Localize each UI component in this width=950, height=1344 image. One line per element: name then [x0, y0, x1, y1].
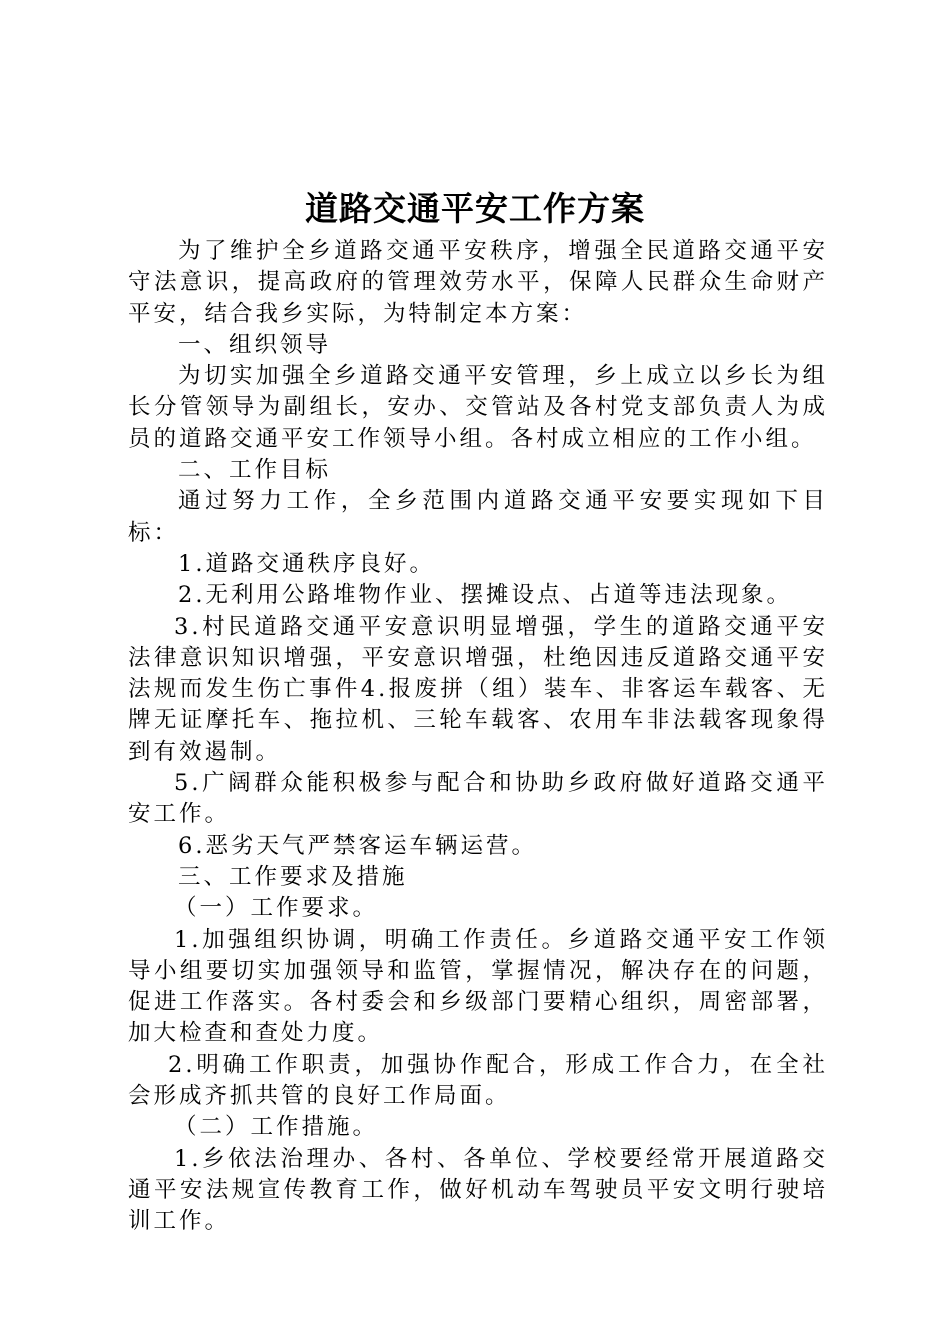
- intro-paragraph: 为了维护全乡道路交通平安秩序，增强全民道路交通平安守法意识，提高政府的管理效劳水平，保障人民群众生命财产平安，结合我乡实际，为特制定本方案：: [128, 238, 828, 327]
- goal-item-3: 3.村民道路交通平安意识明显增强，学生的道路交通平安法律意识知识增强，平安意识增强，杜绝因违反道路交通平安法规而发生伤亡事件4.报废拼（组）装车、非客运车载客、无牌无证摩托车、拖拉机、三轮车载客、农用车非法载客现象得到有效遏制。: [128, 613, 828, 765]
- document-title: 道路交通平安工作方案: [305, 189, 645, 228]
- requirement-item-2: 2.明确工作职责，加强协作配合，形成工作合力，在全社会形成齐抓共管的良好工作局面。: [128, 1051, 828, 1110]
- section-heading-requirements: 三、工作要求及措施: [178, 863, 408, 890]
- document-body: [128, 236, 828, 1238]
- goal-item-2: 2.无利用公路堆物作业、摆摊设点、占道等违法现象。: [178, 582, 792, 609]
- goal-item-6: 6.恶劣天气严禁客运车辆运营。: [178, 832, 537, 859]
- goals-intro-paragraph: 通过努力工作，全乡范围内道路交通平安要实现如下目标：: [128, 488, 828, 546]
- measure-item-1: 1.乡依法治理办、各村、各单位、学校要经常开展道路交通平安法规宣传教育工作，做好机动车驾驶员平安文明行驶培训工作。: [128, 1145, 828, 1235]
- section-heading-organization: 一、组织领导: [178, 331, 332, 358]
- organization-paragraph: 为切实加强全乡道路交通平安管理，乡上成立以乡长为组长分管领导为副组长，安办、交管站及各村党支部负责人为成员的道路交通平安工作领导小组。各村成立相应的工作小组。: [128, 363, 828, 452]
- goal-item-5: 5.广阔群众能积极参与配合和协助乡政府做好道路交通平安工作。: [128, 770, 828, 828]
- goal-item-1: 1.道路交通秩序良好。: [178, 550, 435, 577]
- section-heading-goals: 二、工作目标: [178, 457, 332, 484]
- subsection-heading-requirements: （一）工作要求。: [174, 895, 379, 922]
- requirement-item-1: 1.加强组织协调，明确工作责任。乡道路交通平安工作领导小组要切实加强领导和监管，掌握情况，解决存在的问题，促进工作落实。各村委会和乡级部门要精心组织，周密部署，加大检查和查处力度。: [128, 926, 828, 1047]
- subsection-heading-measures: （二）工作措施。: [174, 1114, 379, 1141]
